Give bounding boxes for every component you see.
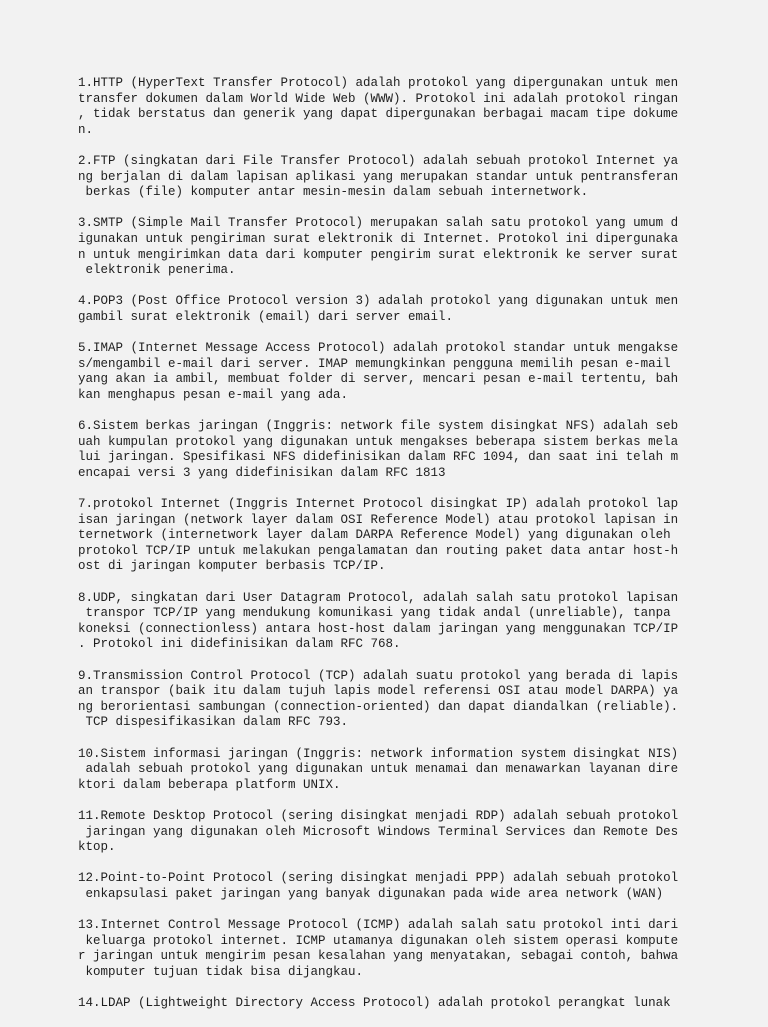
text-line: 10.Sistem informasi jaringan (Inggris: network information system disingkat NIS) bbox=[78, 746, 679, 761]
text-line: r jaringan untuk mengirim pesan kesalahan yang menyatakan, sebagai contoh, bahwa bbox=[78, 949, 679, 964]
text-line: n. bbox=[78, 122, 94, 137]
text-line: ktop. bbox=[78, 840, 116, 855]
text-line: jaringan yang digunakan oleh Microsoft Windows Terminal Services dan Remote Des bbox=[78, 824, 679, 839]
text-line: TCP dispesifikasikan dalam RFC 793. bbox=[78, 715, 349, 730]
text-line: n untuk mengirimkan data dari komputer pengirim surat elektronik ke server surat bbox=[78, 247, 679, 262]
text-line: kan menghapus pesan e-mail yang ada. bbox=[78, 387, 349, 402]
paragraph-imap bbox=[78, 341, 698, 403]
text-line: . Protokol ini didefinisikan dalam RFC 768. bbox=[78, 637, 401, 652]
paragraph-ppp bbox=[78, 871, 698, 902]
text-line: adalah sebuah protokol yang digunakan untuk menamai dan menawarkan layanan dire bbox=[78, 762, 679, 777]
paragraph-icmp bbox=[78, 918, 698, 980]
text-line: keluarga protokol internet. ICMP utamanya digunakan oleh sistem operasi kompute bbox=[78, 933, 679, 948]
text-line: ktori dalam beberapa platform UNIX. bbox=[78, 777, 341, 792]
text-line: transfer dokumen dalam World Wide Web (WWW). Protokol ini adalah protokol ringan bbox=[78, 91, 679, 106]
text-line: 11.Remote Desktop Protocol (sering disingkat menjadi RDP) adalah sebuah protokol bbox=[78, 808, 679, 823]
text-line: lui jaringan. Spesifikasi NFS didefinisikan dalam RFC 1094, dan saat ini telah m bbox=[78, 450, 679, 465]
text-line: 3.SMTP (Simple Mail Transfer Protocol) merupakan salah satu protokol yang umum d bbox=[78, 216, 679, 231]
text-line: 7.protokol Internet (Inggris Internet Protocol disingkat IP) adalah protokol lap bbox=[78, 497, 679, 512]
text-line: ternetwork (internetwork layer dalam DARPA Reference Model) yang digunakan oleh bbox=[78, 528, 671, 543]
text-line: 2.FTP (singkatan dari File Transfer Protocol) adalah sebuah protokol Internet ya bbox=[78, 153, 679, 168]
paragraph-http bbox=[78, 76, 698, 138]
paragraph-ip bbox=[78, 497, 698, 575]
paragraph-ldap bbox=[78, 996, 698, 1012]
text-line: koneksi (connectionless) antara host-host dalam jaringan yang menggunakan TCP/IP bbox=[78, 621, 679, 636]
text-line: isan jaringan (network layer dalam OSI Reference Model) atau protokol lapisan in bbox=[78, 512, 679, 527]
paragraph-pop3 bbox=[78, 294, 698, 325]
text-line: gambil surat elektronik (email) dari server email. bbox=[78, 309, 454, 324]
text-line: 12.Point-to-Point Protocol (sering disingkat menjadi PPP) adalah sebuah protokol bbox=[78, 871, 679, 886]
paragraph-smtp bbox=[78, 216, 698, 278]
paragraph-udp bbox=[78, 591, 698, 653]
text-line: 5.IMAP (Internet Message Access Protocol) adalah protokol standar untuk mengakse bbox=[78, 341, 679, 356]
text-line: komputer tujuan tidak bisa dijangkau. bbox=[78, 964, 364, 979]
text-line: transpor TCP/IP yang mendukung komunikasi yang tidak andal (unreliable), tanpa bbox=[78, 606, 671, 621]
text-line: an transpor (baik itu dalam tujuh lapis model referensi OSI atau model DARPA) ya bbox=[78, 684, 679, 699]
text-line: yang akan ia ambil, membuat folder di server, mencari pesan e-mail tertentu, bah bbox=[78, 372, 679, 387]
text-line: 14.LDAP (Lightweight Directory Access Protocol) adalah protokol perangkat lunak bbox=[78, 996, 671, 1011]
text-line: encapai versi 3 yang didefinisikan dalam RFC 1813 bbox=[78, 465, 446, 480]
text-line: 8.UDP, singkatan dari User Datagram Protocol, adalah salah satu protokol lapisan bbox=[78, 590, 679, 605]
text-line: 1.HTTP (HyperText Transfer Protocol) adalah protokol yang dipergunakan untuk men bbox=[78, 76, 679, 90]
text-line: berkas (file) komputer antar mesin-mesin dalam sebuah internetwork. bbox=[78, 185, 589, 200]
text-line: protokol TCP/IP untuk melakukan pengalamatan dan routing paket data antar host-h bbox=[78, 543, 679, 558]
text-line: uah kumpulan protokol yang digunakan untuk mengakses beberapa sistem berkas mela bbox=[78, 434, 679, 449]
text-line: s/mengambil e-mail dari server. IMAP memungkinkan pengguna memilih pesan e-mail bbox=[78, 356, 671, 371]
paragraph-tcp bbox=[78, 669, 698, 731]
text-line: ng berjalan di dalam lapisan aplikasi yang merupakan standar untuk pentransferan bbox=[78, 169, 679, 184]
paragraph-rdp bbox=[78, 809, 698, 856]
paragraph-ftp bbox=[78, 154, 698, 201]
text-line: enkapsulasi paket jaringan yang banyak digunakan pada wide area network (WAN) bbox=[78, 886, 664, 901]
text-line: ng berorientasi sambungan (connection-oriented) dan dapat diandalkan (reliable). bbox=[78, 699, 679, 714]
text-line: igunakan untuk pengiriman surat elektronik di Internet. Protokol ini dipergunaka bbox=[78, 231, 679, 246]
document-body bbox=[78, 76, 698, 1027]
text-line: 4.POP3 (Post Office Protocol version 3) adalah protokol yang digunakan untuk men bbox=[78, 294, 679, 309]
paragraph-nfs bbox=[78, 419, 698, 481]
text-line: 9.Transmission Control Protocol (TCP) adalah suatu protokol yang berada di lapis bbox=[78, 668, 679, 683]
text-line: elektronik penerima. bbox=[78, 263, 236, 278]
text-line: ost di jaringan komputer berbasis TCP/IP. bbox=[78, 559, 386, 574]
text-line: , tidak berstatus dan generik yang dapat dipergunakan berbagai macam tipe dokume bbox=[78, 107, 679, 122]
text-line: 6.Sistem berkas jaringan (Inggris: network file system disingkat NFS) adalah seb bbox=[78, 419, 679, 434]
paragraph-nis bbox=[78, 747, 698, 794]
text-line: 13.Internet Control Message Protocol (ICMP) adalah salah satu protokol inti dari bbox=[78, 918, 679, 933]
